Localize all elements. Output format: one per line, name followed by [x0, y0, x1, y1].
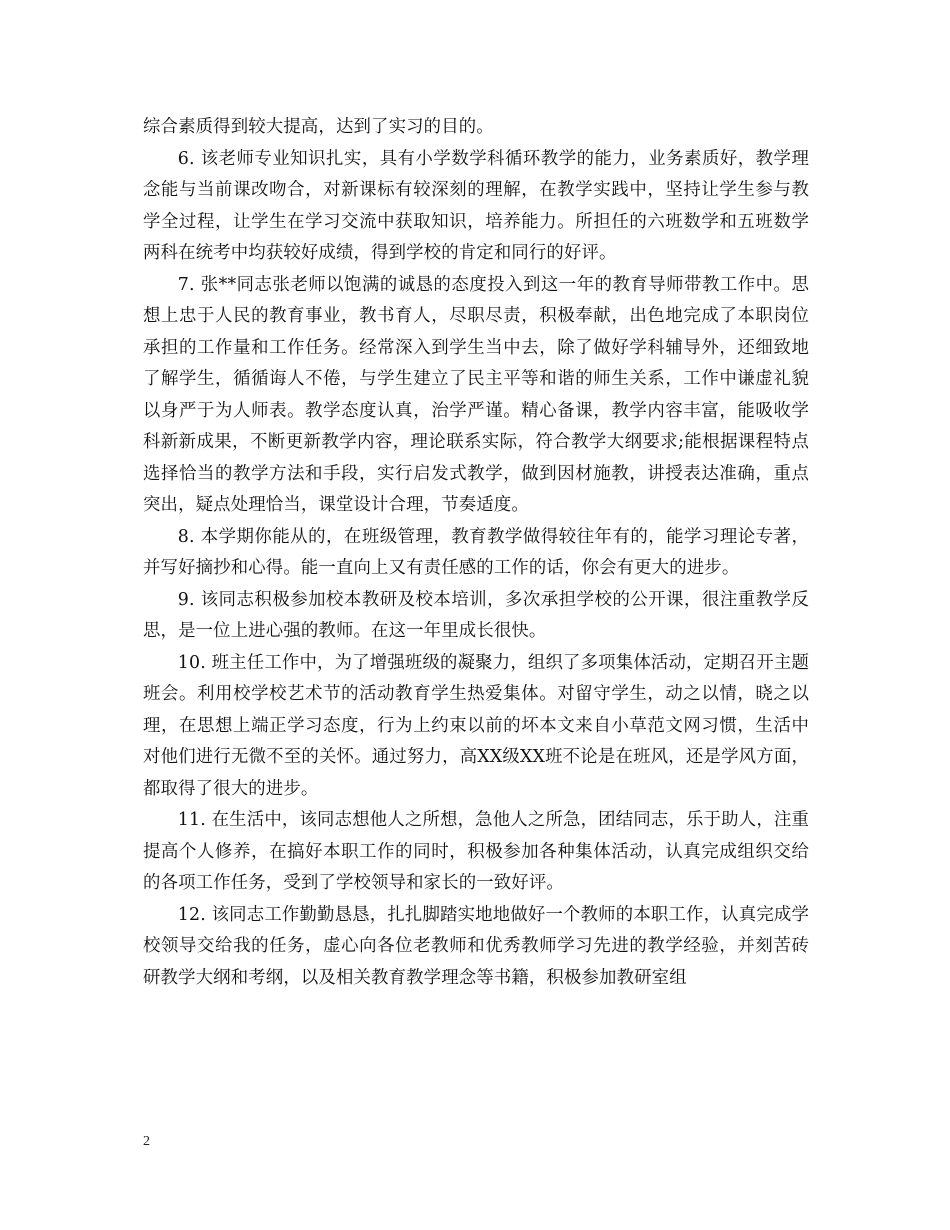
paragraph-continuation: 综合素质得到较大提高，达到了实习的目的。 [143, 117, 494, 137]
document-body [143, 112, 809, 994]
page-number: 2 [143, 1134, 150, 1149]
paragraph-item-8: 8. 本学期你能从的，在班级管理，教育教学做得较往年有的，能学习理论专著，并写好摘抄和心得。能一直向上又有责任感的工作的话，你会有更大的进步。 [143, 526, 809, 578]
paragraph-item-12: 12. 该同志工作勤勤恳恳，扎扎脚踏实地地做好一个教师的本职工作，认真完成学校领导交给我的任务，虚心向各位老教师和优秀教师学习先进的教学经验，并刻苦砖研教学大纲和考纲，以及相关教育教学理念等书籍，积极参加教研室组 [143, 904, 809, 988]
paragraph-item-11: 11. 在生活中，该同志想他人之所想，急他人之所急，团结同志，乐于助人，注重提高个人修养，在搞好本职工作的同时，积极参加各种集体活动，认真完成组织交给的各项工作任务，受到了学校领导和家长的一致好评。 [143, 810, 809, 893]
paragraph-item-6: 6. 该老师专业知识扎实，具有小学数学科循环教学的能力，业务素质好，教学理念能与当前课改吻合，对新课标有较深刻的理解，在教学实践中，坚持让学生参与教学全过程，让学生在学习交流中获取知识，培养能力。所担任的六班数学和五班数学两科在统考中均获较好成绩，得到学校的肯定和同行的好评。 [143, 148, 809, 263]
paragraph-item-9: 9. 该同志积极参加校本教研及校本培训，多次承担学校的公开课，很注重教学反思，是一位上进心强的教师。在这一年里成长很快。 [143, 589, 809, 641]
paragraph-item-7: 7. 张**同志张老师以饱满的诚恳的态度投入到这一年的教育导师带教工作中。思想上忠于人民的教育事业，教书育人，尽职尽责，积极奉献，出色地完成了本职岗位承担的工作量和工作任务。经常深入到学生当中去，除了做好学科辅导外，还细致地了解学生，循循诲人不倦，与学生建立了民主平等和谐的师生关系，工作中谦虚礼貌以身严于为人师表。教学态度认真，治学严谨。精心备课，教学内容丰富，能吸收学科新新成果，不断更新教学内容，理论联系实际，符合教学大纲要求;能根据课程特点选择恰当的教学方法和手段，实行启发式教学，做到因材施教，讲授表达准确，重点突出，疑点处理恰当，课堂设计合理，节奏适度。 [143, 274, 809, 515]
paragraph-item-10: 10. 班主任工作中，为了增强班级的凝聚力，组织了多项集体活动，定期召开主题班会。利用校学校艺术节的活动教育学生热爱集体。对留守学生，动之以情，晓之以理，在思想上端正学习态度，行为上约束以前的坏本文来自小草范文网习惯，生活中对他们进行无微不至的关怀。通过努力，高XX级XX班不论是在班风，还是学风方面，都取得了很大的进步。 [143, 652, 809, 799]
